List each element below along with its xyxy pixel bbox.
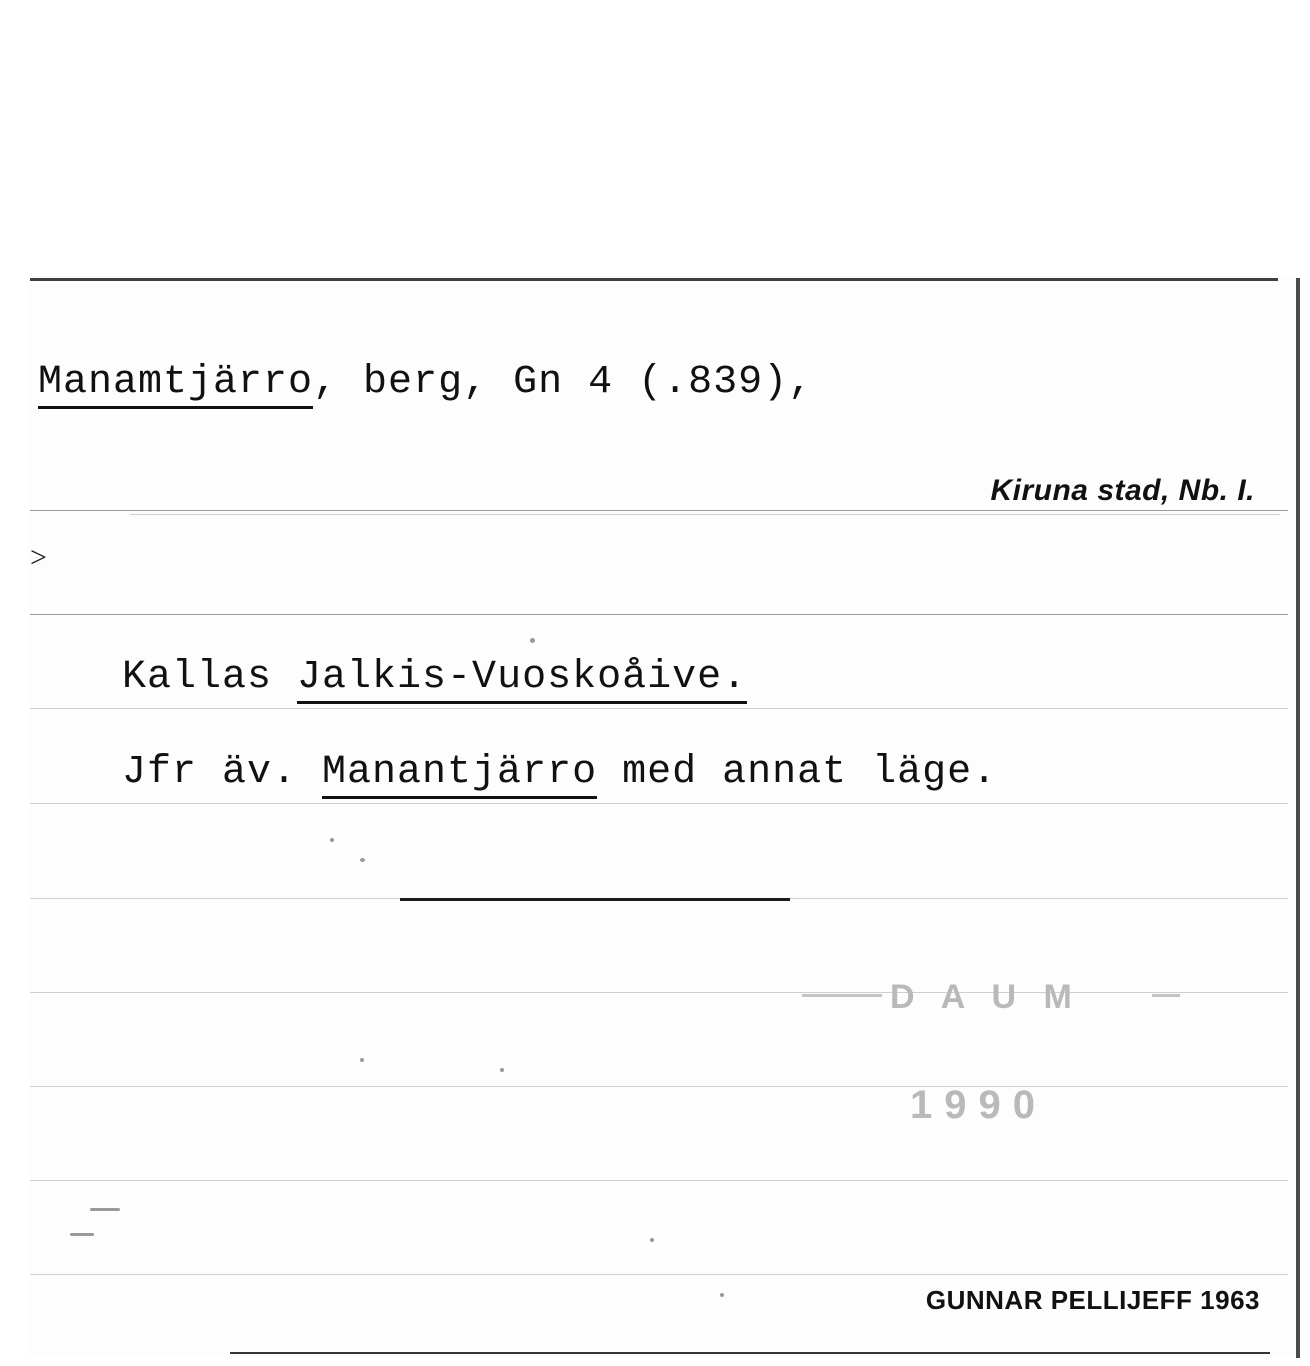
card-right-border [1296,278,1300,1358]
ink-mark: > [30,541,47,574]
card-top-border [30,278,1278,281]
scan-speck [360,858,365,862]
body-line-1-prefix: Kallas [122,655,298,700]
card-rule [30,1274,1288,1275]
scan-speck [650,1238,654,1242]
body-line-2-suffix: med annat läge. [597,750,998,795]
card-rule [30,510,1288,511]
body-divider [400,898,790,901]
headword-line [38,360,813,405]
card-rule [30,803,1288,804]
headword-term: Manamtjärro [38,360,313,409]
card-rule [30,708,1288,709]
scan-speck [720,1293,724,1297]
body-line-1-underlined: Jalkis-Vuoskoåive. [297,655,747,704]
scan-speck [70,1233,94,1236]
author-signature: GUNNAR PELLIJEFF 1963 [925,1285,1260,1315]
scan-speck [90,1208,120,1211]
parish-line: Kiruna stad, Nb. I. [990,474,1255,507]
page-bottom-border [230,1352,1270,1354]
index-card [30,278,1300,1358]
archive-stamp-name: D A U M [890,978,1081,1016]
scan-speck [330,838,334,842]
card-rule [30,992,1288,993]
scan-speck [530,638,535,643]
body-line-1 [122,655,747,700]
scan-speck [500,1068,504,1072]
card-rule [130,514,1280,515]
archive-stamp-year: 1990 [910,1083,1047,1127]
scan-speck [360,1058,364,1062]
card-rule [30,1180,1288,1181]
body-line-2-prefix: Jfr äv. [122,750,323,795]
card-rule [30,1086,1288,1087]
stamp-dash-right [1152,994,1180,997]
stamp-dash-left [802,994,882,997]
card-rule [30,614,1288,615]
body-line-2-underlined: Manantjärro [322,750,597,799]
body-line-2 [122,750,997,795]
headword-rest: , berg, Gn 4 (.839), [313,360,814,405]
